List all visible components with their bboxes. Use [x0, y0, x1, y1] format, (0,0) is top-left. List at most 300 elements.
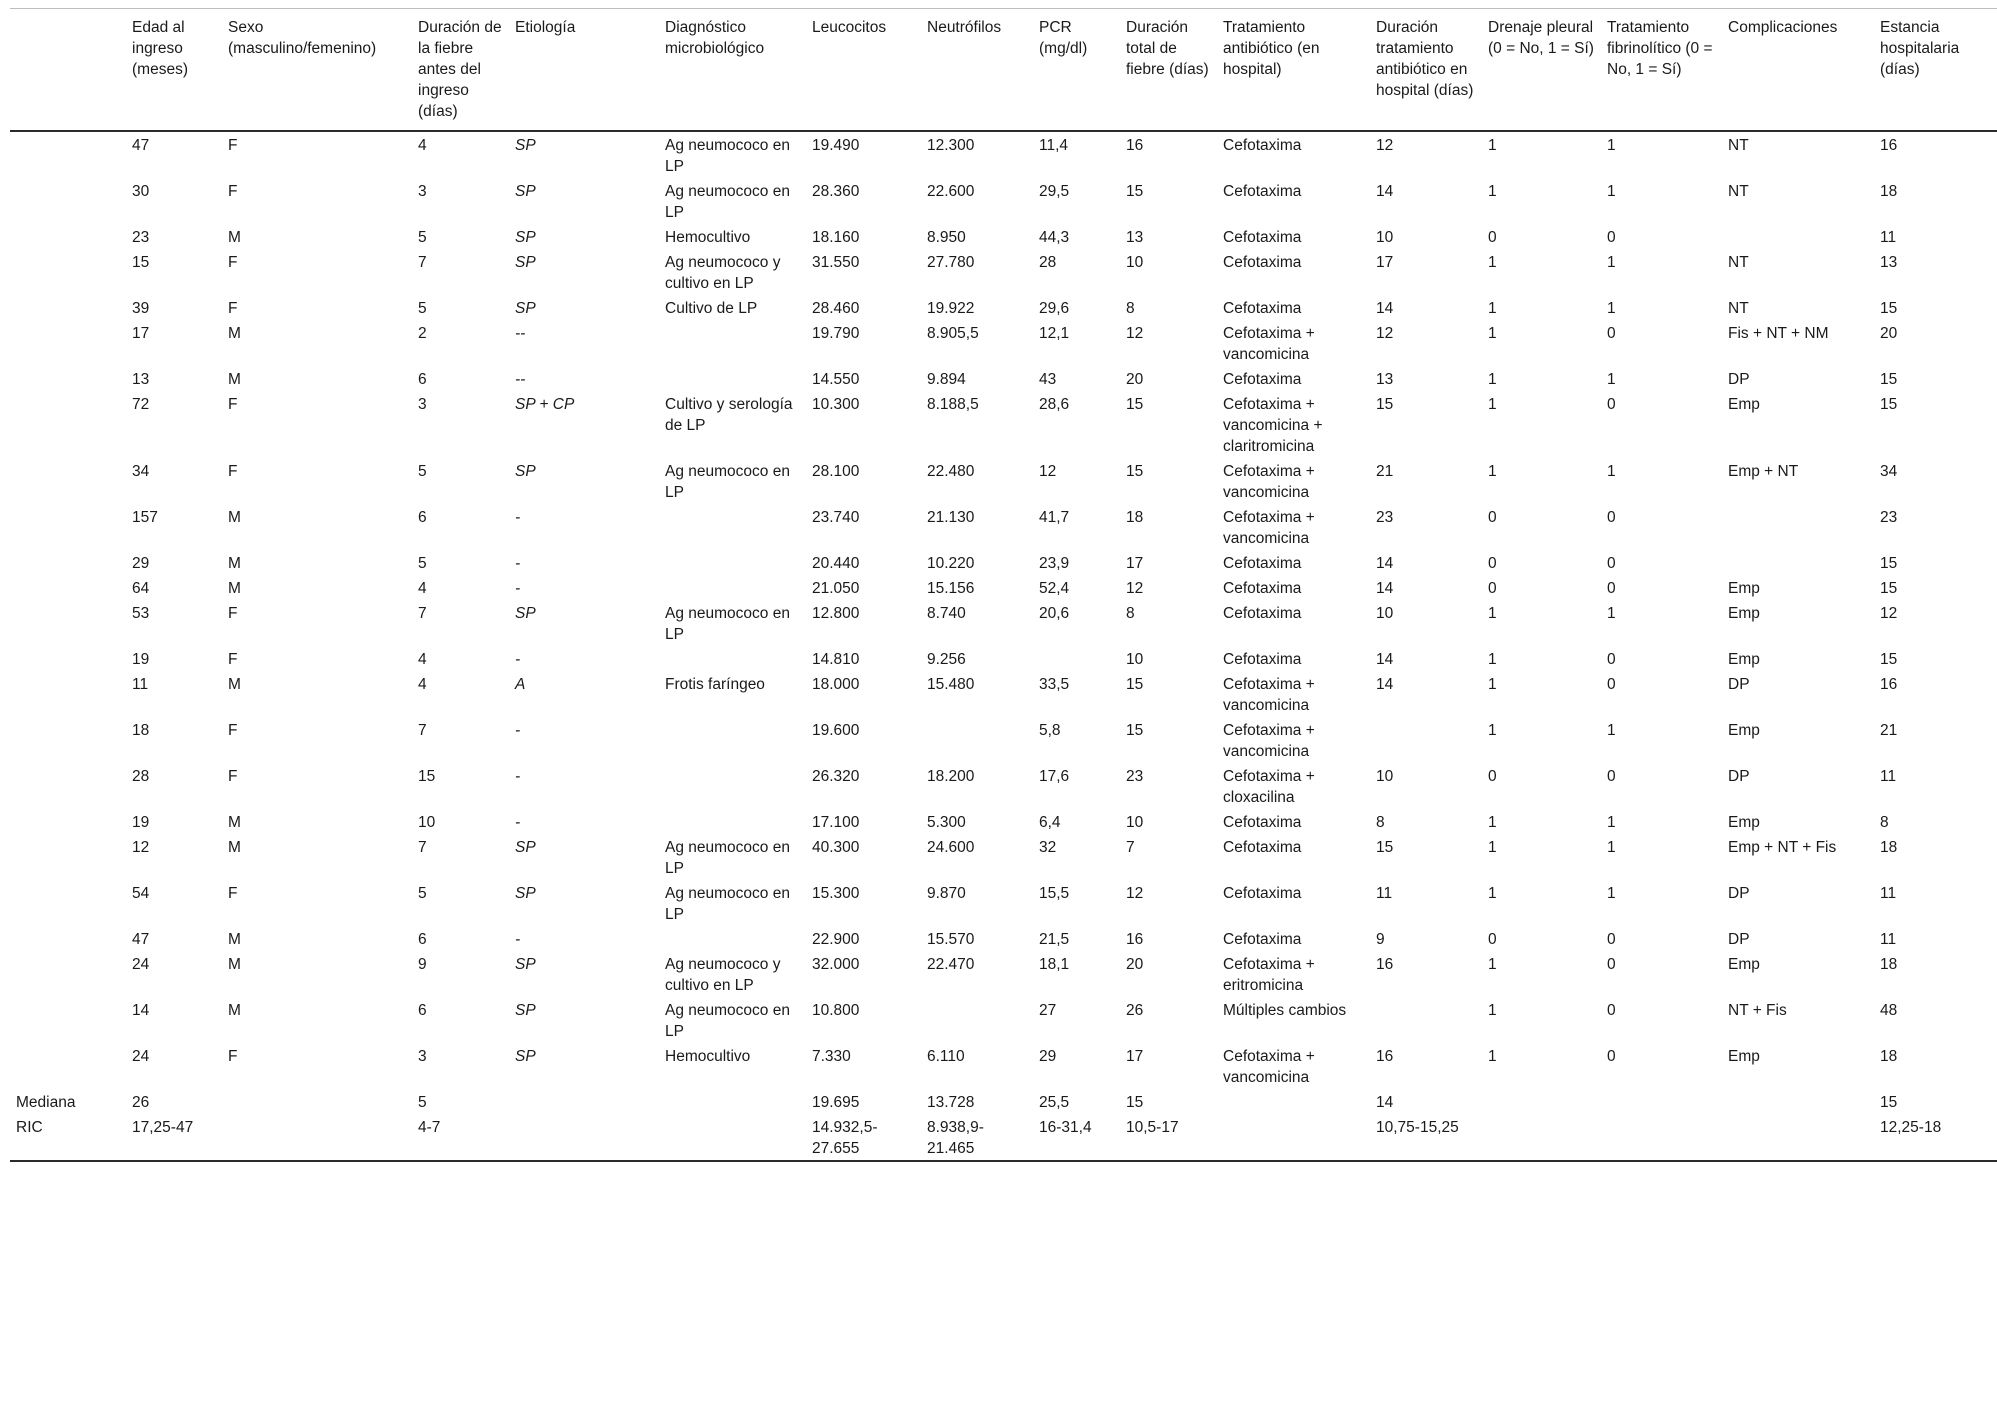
header-row — [10, 9, 1997, 132]
table-cell: DP — [1728, 931, 1750, 948]
table-cell: 18.000 — [812, 676, 860, 693]
table-cell: Fis + NT + NM — [1728, 325, 1829, 342]
table-cell: DP — [1728, 885, 1750, 902]
table-cell: 17,6 — [1039, 768, 1070, 785]
table-cell: 19 — [132, 651, 150, 668]
table-cell: 15 — [1126, 722, 1144, 739]
table-cell: 0 — [1488, 931, 1497, 948]
table-cell: 6 — [418, 1002, 427, 1019]
table-cell: 64 — [132, 580, 150, 597]
table-cell — [659, 717, 806, 763]
table-cell: Ag neumococo en LP — [665, 463, 790, 501]
table-cell: Cultivo de LP — [665, 300, 758, 317]
table-cell: 1 — [1488, 371, 1497, 388]
table-cell: SP — [515, 839, 536, 856]
table-cell: 43 — [1039, 371, 1057, 388]
table-cell: 10.800 — [812, 1002, 860, 1019]
table-cell: 7 — [1126, 839, 1135, 856]
table-cell — [1601, 1089, 1722, 1114]
table-cell: 9.894 — [927, 371, 966, 388]
column-header: Diagnóstico microbiológico — [665, 19, 765, 57]
table-cell: 5,8 — [1039, 722, 1061, 739]
table-row — [10, 366, 1997, 391]
table-cell: 15 — [1126, 676, 1144, 693]
table-cell: 27.780 — [927, 254, 975, 271]
table-cell: - — [515, 509, 521, 526]
table-cell: 1 — [1607, 183, 1616, 200]
table-cell: 34 — [1880, 463, 1898, 480]
table-cell: 16 — [1880, 676, 1898, 693]
table-cell: 28,6 — [1039, 396, 1070, 413]
table-cell: 1 — [1488, 651, 1497, 668]
table-cell: -- — [515, 325, 526, 342]
column-header: Tratamiento antibiótico (en hospital) — [1223, 19, 1320, 78]
table-row — [10, 951, 1997, 997]
column-header — [10, 9, 126, 132]
table-cell: 15 — [418, 768, 436, 785]
table-cell: 13.728 — [927, 1094, 975, 1111]
table-cell: 6 — [418, 509, 427, 526]
table-cell: 17.100 — [812, 814, 860, 831]
table-row — [10, 458, 1997, 504]
table-cell: SP — [515, 183, 536, 200]
table-cell: 23 — [1126, 768, 1144, 785]
table-cell: Cefotaxima — [1223, 885, 1302, 902]
table-cell: 1 — [1607, 254, 1616, 271]
table-cell: 23 — [1880, 509, 1898, 526]
table-cell: 13 — [1376, 371, 1394, 388]
table-cell: 15.570 — [927, 931, 975, 948]
table-row — [10, 834, 1997, 880]
table-cell — [921, 717, 1033, 763]
table-cell: 15 — [132, 254, 150, 271]
table-cell — [10, 671, 126, 717]
table-cell: 0 — [1607, 1048, 1616, 1065]
table-cell: 12 — [1126, 325, 1144, 342]
table-cell: 1 — [1607, 371, 1616, 388]
table-cell: 0 — [1607, 555, 1616, 572]
table-cell: 18 — [132, 722, 150, 739]
table-cell: Ag neumococo en LP — [665, 839, 790, 877]
table-cell: Ag neumococo en LP — [665, 885, 790, 923]
table-cell: Cefotaxima + vancomicina — [1223, 1048, 1315, 1086]
table-cell: Cefotaxima — [1223, 183, 1302, 200]
table-cell: 10 — [1126, 254, 1144, 271]
table-cell: 4 — [418, 651, 427, 668]
table-cell: 8 — [1126, 300, 1135, 317]
table-cell: Emp — [1728, 580, 1760, 597]
table-cell: 14 — [1376, 676, 1394, 693]
table-cell: SP + CP — [515, 396, 575, 413]
table-cell — [1722, 224, 1874, 249]
table-cell: DP — [1728, 371, 1750, 388]
table-cell: 3 — [418, 396, 427, 413]
table-cell — [10, 504, 126, 550]
table-cell: RIC — [16, 1119, 43, 1136]
table-cell — [10, 1043, 126, 1089]
table-cell: 8.740 — [927, 605, 966, 622]
table-cell — [10, 763, 126, 809]
table-cell: F — [228, 183, 238, 200]
table-cell: 10 — [1376, 229, 1394, 246]
table-cell: F — [228, 605, 238, 622]
table-cell: SP — [515, 1048, 536, 1065]
table-cell — [10, 809, 126, 834]
table-cell: F — [228, 722, 238, 739]
table-row — [10, 178, 1997, 224]
table-cell: 53 — [132, 605, 150, 622]
table-cell: Cefotaxima + vancomicina — [1223, 722, 1315, 760]
table-cell: SP — [515, 463, 536, 480]
table-cell: 14 — [1376, 555, 1394, 572]
table-cell: 0 — [1607, 325, 1616, 342]
table-cell: 6 — [418, 371, 427, 388]
table-cell: 19.790 — [812, 325, 860, 342]
table-cell — [659, 1089, 806, 1114]
table-cell: Mediana — [16, 1094, 76, 1111]
table-cell: 8.938,9-21.465 — [927, 1119, 984, 1157]
table-cell: DP — [1728, 768, 1750, 785]
table-cell: 0 — [1607, 768, 1616, 785]
table-cell: 47 — [132, 137, 150, 154]
table-cell: 0 — [1607, 931, 1616, 948]
table-cell — [10, 224, 126, 249]
table-cell: Emp + NT — [1728, 463, 1799, 480]
table-cell: SP — [515, 254, 536, 271]
table-cell: Cefotaxima — [1223, 254, 1302, 271]
table-cell: 17 — [1126, 1048, 1144, 1065]
table-cell: M — [228, 676, 241, 693]
table-cell: 1 — [1607, 605, 1616, 622]
table-cell: Frotis faríngeo — [665, 676, 765, 693]
table-cell: Cefotaxima — [1223, 580, 1302, 597]
table-cell: 5 — [418, 1094, 427, 1111]
table-cell: 14 — [1376, 580, 1394, 597]
table-cell: 12 — [1126, 885, 1144, 902]
table-cell: 14.550 — [812, 371, 860, 388]
table-cell — [10, 646, 126, 671]
table-cell: M — [228, 931, 241, 948]
table-cell: - — [515, 651, 521, 668]
table-cell — [659, 763, 806, 809]
table-cell: Cefotaxima — [1223, 555, 1302, 572]
table-cell — [659, 926, 806, 951]
table-row — [10, 717, 1997, 763]
table-row — [10, 320, 1997, 366]
table-cell: 7 — [418, 254, 427, 271]
table-cell: Cefotaxima + vancomicina — [1223, 509, 1315, 547]
table-cell: 0 — [1607, 1002, 1616, 1019]
table-cell: 1 — [1607, 839, 1616, 856]
table-cell: 15 — [1880, 580, 1898, 597]
table-cell: Cefotaxima — [1223, 137, 1302, 154]
table-cell: - — [515, 580, 521, 597]
table-cell: 20 — [1126, 956, 1144, 973]
table-cell: 5 — [418, 885, 427, 902]
table-cell: SP — [515, 300, 536, 317]
table-cell: 20.440 — [812, 555, 860, 572]
table-cell: 15.156 — [927, 580, 975, 597]
table-cell: 5 — [418, 300, 427, 317]
table-cell: 40.300 — [812, 839, 860, 856]
column-header: Tratamiento fibrinolítico (0 = No, 1 = Sí) — [1607, 19, 1713, 78]
table-cell: 16 — [1880, 137, 1898, 154]
table-cell: 23.740 — [812, 509, 860, 526]
table-cell — [10, 366, 126, 391]
table-cell: 21 — [1880, 722, 1898, 739]
table-cell — [921, 997, 1033, 1043]
table-cell: 15 — [1880, 651, 1898, 668]
table-cell: 0 — [1488, 509, 1497, 526]
table-cell: F — [228, 254, 238, 271]
table-cell: 1 — [1488, 325, 1497, 342]
table-cell: - — [515, 931, 521, 948]
table-cell: 7 — [418, 839, 427, 856]
table-cell: 1 — [1488, 839, 1497, 856]
table-row — [10, 249, 1997, 295]
table-cell: 28.460 — [812, 300, 860, 317]
table-cell: Emp — [1728, 956, 1760, 973]
table-cell — [1722, 1089, 1874, 1114]
table-cell: 15 — [1126, 463, 1144, 480]
table-cell: 17 — [1126, 555, 1144, 572]
table-cell — [1722, 504, 1874, 550]
table-cell: 41,7 — [1039, 509, 1070, 526]
table-cell: 1 — [1607, 885, 1616, 902]
table-cell: SP — [515, 137, 536, 154]
table-cell — [1601, 1114, 1722, 1161]
table-row — [10, 809, 1997, 834]
table-cell: 11 — [1880, 931, 1897, 948]
table-cell — [10, 131, 126, 178]
table-cell: 21.050 — [812, 580, 860, 597]
table-cell: 18.200 — [927, 768, 975, 785]
table-cell — [1033, 646, 1120, 671]
table-cell: SP — [515, 956, 536, 973]
table-row — [10, 646, 1997, 671]
table-cell: M — [228, 509, 241, 526]
table-cell: 12 — [1126, 580, 1144, 597]
table-row — [10, 997, 1997, 1043]
table-cell: 19.600 — [812, 722, 860, 739]
table-cell — [659, 1114, 806, 1161]
table-cell: 1 — [1488, 300, 1497, 317]
table-row — [10, 600, 1997, 646]
table-row — [10, 504, 1997, 550]
table-cell — [1217, 1114, 1370, 1161]
table-cell: Emp — [1728, 814, 1760, 831]
table-cell: 28.100 — [812, 463, 860, 480]
table-cell: 16 — [1376, 956, 1394, 973]
table-cell: 31.550 — [812, 254, 860, 271]
table-cell: 4-7 — [418, 1119, 441, 1136]
table-cell — [10, 951, 126, 997]
table-cell: 1 — [1488, 885, 1497, 902]
table-cell: 16 — [1126, 931, 1144, 948]
table-cell: Ag neumococo en LP — [665, 605, 790, 643]
table-cell: 21.130 — [927, 509, 975, 526]
table-cell — [659, 504, 806, 550]
table-cell — [10, 295, 126, 320]
table-cell: 12 — [132, 839, 150, 856]
table-cell: 8 — [1376, 814, 1385, 831]
table-row — [10, 391, 1997, 458]
table-cell: 28 — [132, 768, 150, 785]
table-cell: 12.800 — [812, 605, 860, 622]
table-cell — [1217, 1089, 1370, 1114]
summary-row — [10, 1114, 1997, 1161]
patient-data-table — [10, 8, 1997, 1162]
table-cell: 14 — [132, 1002, 150, 1019]
table-cell: 0 — [1607, 956, 1616, 973]
table-cell: 15 — [1126, 1094, 1144, 1111]
table-cell: 24.600 — [927, 839, 975, 856]
column-header: Duración de la fiebre antes del ingreso (días) — [418, 19, 502, 120]
table-cell: 10 — [1376, 768, 1394, 785]
table-cell: 1 — [1488, 183, 1497, 200]
table-cell: 11 — [1376, 885, 1393, 902]
table-cell: SP — [515, 605, 536, 622]
table-cell: NT — [1728, 254, 1749, 271]
table-cell: 25,5 — [1039, 1094, 1070, 1111]
table-cell: 19.490 — [812, 137, 860, 154]
table-cell: 8.188,5 — [927, 396, 979, 413]
table-cell: 1 — [1488, 676, 1497, 693]
table-cell: NT — [1728, 183, 1749, 200]
table-cell: 10 — [1376, 605, 1394, 622]
table-cell: 157 — [132, 509, 158, 526]
table-cell: 1 — [1607, 463, 1616, 480]
table-cell: 26 — [132, 1094, 150, 1111]
table-cell — [10, 178, 126, 224]
table-cell: 1 — [1488, 814, 1497, 831]
table-cell: 33,5 — [1039, 676, 1070, 693]
table-cell — [222, 1114, 412, 1161]
table-cell: 1 — [1607, 300, 1616, 317]
table-cell — [10, 320, 126, 366]
table-cell: M — [228, 956, 241, 973]
table-cell: 14 — [1376, 651, 1394, 668]
table-cell: 54 — [132, 885, 150, 902]
column-header: PCR (mg/dl) — [1039, 19, 1088, 57]
table-cell — [659, 550, 806, 575]
table-cell: 22.480 — [927, 463, 975, 480]
table-cell: 14 — [1376, 183, 1394, 200]
table-cell: 1 — [1488, 722, 1497, 739]
table-cell: 15 — [1880, 555, 1898, 572]
table-cell: 0 — [1607, 676, 1616, 693]
table-cell: M — [228, 371, 241, 388]
table-cell: F — [228, 885, 238, 902]
table-row — [10, 295, 1997, 320]
table-cell: M — [228, 580, 241, 597]
table-cell — [1370, 717, 1482, 763]
table-cell: Emp — [1728, 605, 1760, 622]
table-cell — [10, 880, 126, 926]
table-cell: Cefotaxima + vancomicina — [1223, 325, 1315, 363]
table-cell: NT + Fis — [1728, 1002, 1787, 1019]
table-cell: 1 — [1488, 463, 1497, 480]
table-cell: SP — [515, 1002, 536, 1019]
table-cell: Emp — [1728, 396, 1760, 413]
table-cell: 16-31,4 — [1039, 1119, 1092, 1136]
column-header: Duración tratamiento antibiótico en hospital (días) — [1376, 19, 1474, 99]
table-cell — [659, 575, 806, 600]
table-row — [10, 763, 1997, 809]
table-cell: 5 — [418, 555, 427, 572]
table-cell: 22.470 — [927, 956, 975, 973]
column-header: Leucocitos — [812, 19, 887, 36]
table-cell: 0 — [1607, 229, 1616, 246]
table-cell: 19 — [132, 814, 150, 831]
table-cell: 15 — [1126, 396, 1144, 413]
table-cell: 15 — [1880, 396, 1898, 413]
table-cell: SP — [515, 229, 536, 246]
table-cell: Emp — [1728, 1048, 1760, 1065]
table-cell: 0 — [1488, 229, 1497, 246]
table-cell: 11 — [1880, 229, 1897, 246]
table-cell — [1722, 550, 1874, 575]
table-cell: 52,4 — [1039, 580, 1070, 597]
table-cell: 12 — [1039, 463, 1057, 480]
table-cell: 12.300 — [927, 137, 975, 154]
table-cell: 48 — [1880, 1002, 1898, 1019]
table-cell: 44,3 — [1039, 229, 1070, 246]
table-cell: 15,5 — [1039, 885, 1070, 902]
table-cell: 0 — [1488, 555, 1497, 572]
table-row — [10, 550, 1997, 575]
table-cell: 18 — [1126, 509, 1144, 526]
table-cell: Ag neumococo en LP — [665, 183, 790, 221]
table-cell — [10, 834, 126, 880]
table-cell: Cefotaxima — [1223, 931, 1302, 948]
table-cell: -- — [515, 371, 526, 388]
table-cell: 12 — [1880, 605, 1898, 622]
table-cell: 20 — [1880, 325, 1898, 342]
table-cell: 11 — [1880, 768, 1897, 785]
table-cell: 1 — [1488, 605, 1497, 622]
table-cell — [509, 1089, 659, 1114]
table-cell: 11,4 — [1039, 137, 1069, 154]
table-cell: Cefotaxima + vancomicina — [1223, 676, 1315, 714]
table-cell — [10, 458, 126, 504]
table-cell: 12,1 — [1039, 325, 1070, 342]
table-cell: 27 — [1039, 1002, 1057, 1019]
table-cell: 18 — [1880, 183, 1898, 200]
table-cell: M — [228, 1002, 241, 1019]
table-cell: - — [515, 814, 521, 831]
table-cell: M — [228, 814, 241, 831]
table-cell — [10, 926, 126, 951]
table-cell: F — [228, 1048, 238, 1065]
column-header: Drenaje pleural (0 = No, 1 = Sí) — [1488, 19, 1594, 57]
table-cell: 72 — [132, 396, 150, 413]
table-cell: SP — [515, 885, 536, 902]
table-cell: Cefotaxima + eritromicina — [1223, 956, 1315, 994]
table-cell: 39 — [132, 300, 150, 317]
table-cell: 10 — [418, 814, 436, 831]
table-cell: 8 — [1126, 605, 1135, 622]
table-cell — [10, 249, 126, 295]
table-cell: 7 — [418, 722, 427, 739]
table-cell: 8.905,5 — [927, 325, 979, 342]
table-cell: 22.900 — [812, 931, 860, 948]
table-container — [10, 8, 1960, 1162]
table-cell — [10, 550, 126, 575]
table-cell: 4 — [418, 676, 427, 693]
table-cell: 11 — [1880, 885, 1897, 902]
table-cell: 0 — [1488, 768, 1497, 785]
